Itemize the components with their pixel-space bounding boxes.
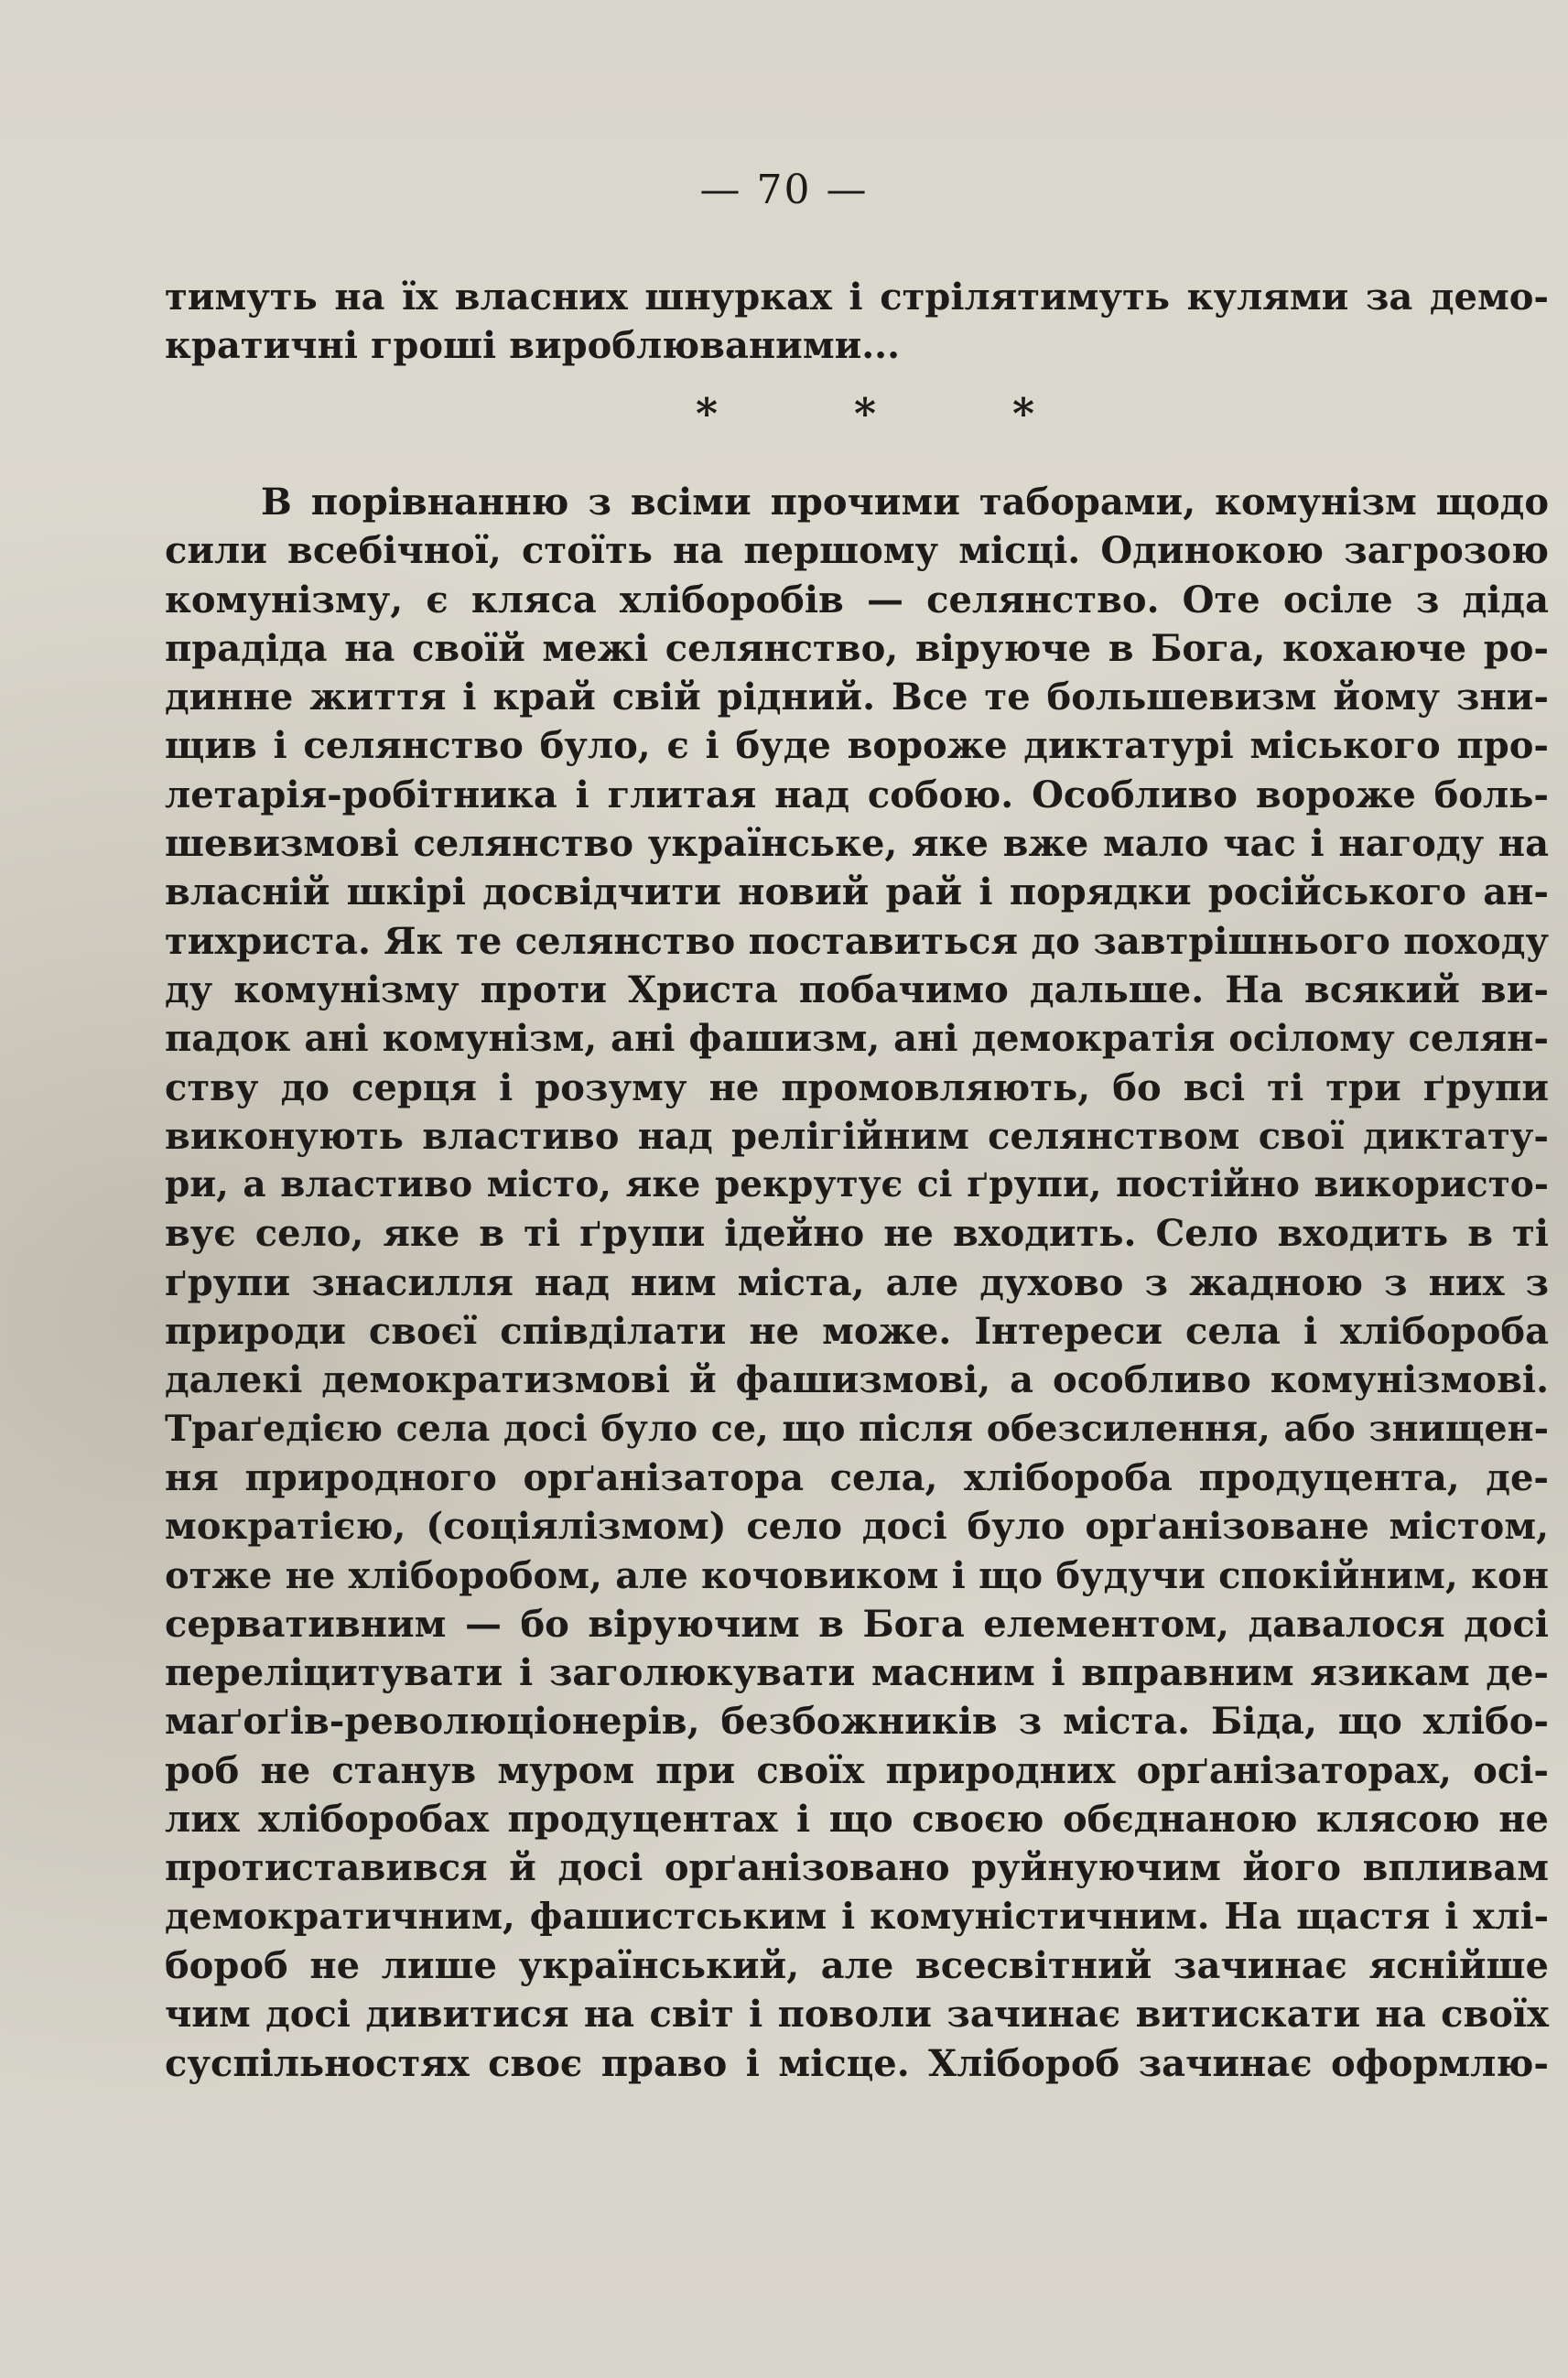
text-line: ду комунізму проти Христа побачимо дальше. На всякий ви- [165,967,1549,1011]
text-line: сервативним — бо віруючим в Бога елементом, давалося досі [165,1602,1549,1646]
text-line: прадіда на своїй межі селянство, віруюче в Бога, кохаюче ро- [165,626,1549,670]
text-line: власній шкірі досвідчити новий рай і порядки російського ан- [165,870,1549,914]
text-line: шевизмові селянство українське, яке вже мало час і нагоду на [165,822,1549,866]
text-run: суспільностях своє право і місце. [165,2041,910,2085]
text-line: переліцитувати і заголюкувати масним і вправним язикам де- [165,1651,1549,1695]
main-paragraph [165,478,1549,2088]
text-line: роб не станув муром при своїх природних орґанізаторах, осі- [165,1748,1549,1792]
text-line: далекі демократизмові й фашизмові, а особливо комунізмові. [165,1358,1549,1402]
text-line: виконують властиво над релігійним селянством свої диктату- [165,1114,1549,1158]
text-line: бороб не лише український, але всесвітний зачинає яснійше [165,1943,1549,1987]
continued-text [165,273,1549,371]
separator-star: * [696,389,719,438]
section-separator [696,389,1034,438]
bold-text-run: Хлібороб зачинає оформлю- [928,2041,1550,2085]
text-line: лих хліборобах продуцентах і що своєю обєднаною клясою не [165,1798,1549,1842]
text-line: ня природного орґанізатора села, хлібороба продуцента, де- [165,1455,1549,1499]
text-line: сили всебічної, стоїть на першому місці. Одинокою загрозою [165,529,1549,573]
text-line: мократією, (соціялізмом) село досі було орґанізоване містом, [165,1505,1549,1549]
text-line: кратичні гроші вироблюваними... [165,324,901,368]
text-line: щив і селянство було, є і буде вороже диктатурі міського про- [165,724,1549,768]
text-line: Траґедією села досі було се, що після обезсилення, або знищен- [165,1407,1549,1450]
text-line: падок ані комунізм, ані фашизм, ані демократія осілому селян- [165,1017,1549,1061]
text-line-final [165,2039,1549,2088]
text-line: вує село, яке в ті ґрупи ідейно не входить. Село входить в ті [165,1212,1549,1256]
separator-star: * [1011,389,1034,438]
text-line: отже не хліборобом, але кочовиком і що будучи спокійним, кон [165,1553,1549,1597]
text-line: природи своєї співділати не може. Інтереси села і хлібороба [165,1310,1549,1354]
text-line: В порівнанню з всіми прочими таборами, комунізм щодо [261,481,1549,524]
text-line: демократичним, фашистським і комуністичним. На щастя і хлі- [165,1895,1549,1938]
text-line: тимуть на їх власних шнурках і стрілятимуть кулями за демо- [165,276,1549,319]
text-line: ґрупи знасилля над ним міста, але духово з жадною з них з [165,1260,1549,1304]
text-line: чим досі дивитися на світ і поволи зачинає витискати на своїх [165,1993,1549,2037]
page-number: — 70 — [699,167,869,213]
separator-star: * [853,389,877,438]
text-line: маґоґів-революціонерів, безбожників з міста. Біда, що хлібо- [165,1700,1549,1744]
text-line: протиставився й досі орґанізовано руйнуючим його впливам [165,1846,1549,1890]
text-line: комунізму, є кляса хліборобів — селянство. Оте осіле з діда [165,578,1549,622]
text-line: летарія-робітника і глитая над собою. Особливо вороже боль- [165,773,1549,816]
text-line: динне життя і край свій рідний. Все те большевизм йому зни- [165,676,1549,719]
text-line: ству до серця і розуму не промовляють, бо всі ті три ґрупи [165,1065,1549,1109]
text-line: тихриста. Як те селянство поставиться до завтрішнього походу [165,919,1549,963]
text-line: ри, а властиво місто, яке рекрутує сі ґрупи, постійно використо- [165,1163,1549,1206]
